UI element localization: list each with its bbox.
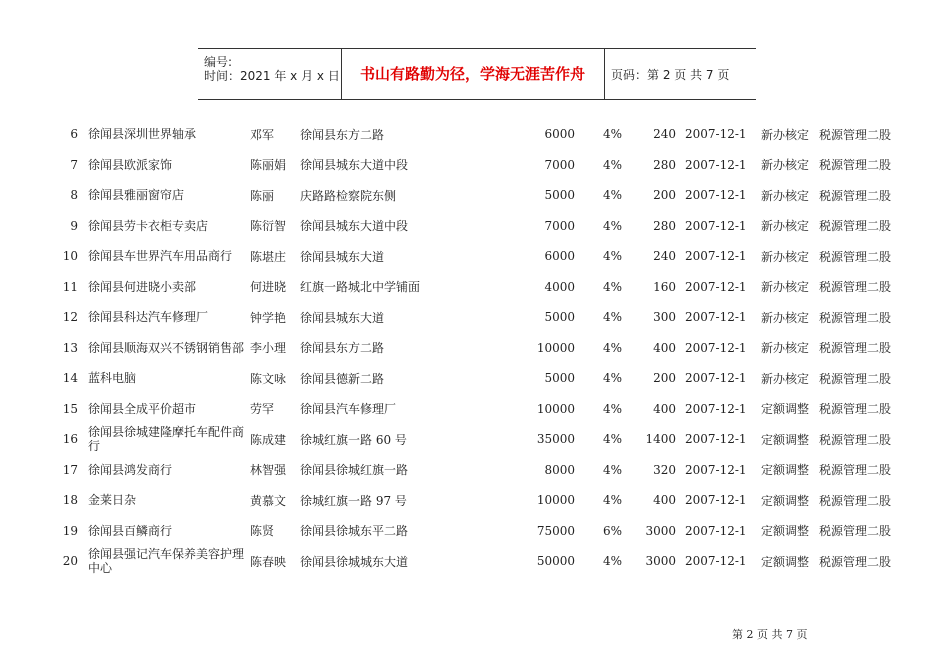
- assessment-type: 定额调整: [761, 524, 810, 538]
- effective-date: 2007-12-1: [685, 462, 747, 477]
- tax-amount: 200: [653, 188, 676, 202]
- assessment-type: 新办核定: [761, 158, 810, 172]
- department: 税源管理二股: [819, 554, 892, 569]
- department: 税源管理二股: [819, 341, 892, 355]
- business-name: 徐闻县百鳞商行: [88, 523, 173, 538]
- department: 税源管理二股: [819, 127, 892, 142]
- tax-rate: 4%: [602, 188, 622, 202]
- tax-amount: 400: [653, 340, 676, 355]
- page-header: [198, 48, 756, 100]
- department: 税源管理二股: [819, 493, 892, 508]
- sales-amount: 75000: [536, 523, 575, 538]
- business-address: 徐闻县城东大道: [300, 310, 385, 325]
- assessment-type: 新办核定: [761, 280, 810, 294]
- effective-date: 2007-12-1: [685, 493, 747, 507]
- table-row: [0, 424, 950, 454]
- tax-rate: 4%: [602, 371, 622, 385]
- tax-amount: 3000: [645, 554, 676, 568]
- effective-date: 2007-12-1: [685, 157, 747, 172]
- owner-name: 劳罕: [250, 402, 275, 416]
- table-row: [0, 272, 950, 302]
- tax-rate: 4%: [602, 340, 622, 355]
- page-footer: 第 2 页 共 7 页: [732, 628, 808, 641]
- tax-amount: 1400: [645, 432, 676, 446]
- tax-rate: 4%: [602, 279, 622, 294]
- tax-amount: 400: [653, 401, 676, 416]
- sales-amount: 8000: [544, 462, 575, 477]
- business-name: 徐闻县深圳世界轴承: [88, 127, 197, 141]
- sales-amount: 35000: [536, 432, 575, 446]
- row-number: 12: [62, 310, 78, 324]
- business-address: 徐闻县城东大道中段: [300, 158, 409, 172]
- effective-date: 2007-12-1: [685, 279, 747, 294]
- table-row: [0, 394, 950, 424]
- business-address: 徐城红旗一路 97 号: [300, 493, 407, 508]
- business-name: 金莱日杂: [88, 493, 137, 507]
- owner-name: 陈丽: [250, 188, 275, 203]
- department: 税源管理二股: [819, 310, 892, 325]
- assessment-type: 定额调整: [761, 493, 810, 508]
- owner-name: 钟学艳: [250, 310, 287, 325]
- tax-rate: 4%: [602, 249, 622, 263]
- tax-amount: 240: [653, 249, 676, 263]
- effective-date: 2007-12-1: [685, 249, 747, 263]
- tax-amount: 240: [653, 127, 676, 141]
- owner-name: 陈成建: [250, 432, 287, 447]
- business-name: 徐闻县欧派家饰: [88, 157, 173, 172]
- table-row: [0, 211, 950, 241]
- assessment-type: 定额调整: [761, 463, 810, 477]
- tax-rate: 4%: [602, 310, 622, 324]
- business-name: 徐闻县劳卡衣柜专卖店: [88, 218, 209, 233]
- assessment-type: 新办核定: [761, 341, 810, 355]
- tax-rate: 4%: [602, 554, 622, 568]
- business-address: 徐闻县徐城东平二路: [300, 524, 409, 538]
- effective-date: 2007-12-1: [685, 554, 747, 568]
- sales-amount: 10000: [536, 493, 575, 507]
- assessment-type: 定额调整: [761, 402, 810, 416]
- effective-date: 2007-12-1: [685, 218, 747, 233]
- row-number: 9: [70, 218, 78, 233]
- owner-name: 陈文咏: [250, 371, 287, 386]
- table-row: [0, 180, 950, 210]
- business-name: 徐闻县雅丽窗帘店: [88, 188, 185, 202]
- sales-amount: 10000: [536, 401, 575, 416]
- table-row: [0, 363, 950, 393]
- row-number: 8: [70, 188, 78, 202]
- business-address: 徐闻县城东大道: [300, 249, 385, 264]
- department: 税源管理二股: [819, 280, 892, 294]
- sales-amount: 5000: [544, 188, 575, 202]
- owner-name: 邓军: [250, 127, 275, 142]
- sales-amount: 50000: [536, 554, 575, 568]
- effective-date: 2007-12-1: [685, 401, 747, 416]
- sales-amount: 6000: [544, 127, 575, 141]
- business-name: 徐闻县何进晓小卖部: [88, 279, 197, 294]
- sales-amount: 6000: [544, 249, 575, 263]
- sales-amount: 4000: [544, 279, 575, 294]
- tax-rate: 4%: [602, 493, 622, 507]
- business-name: 徐闻县徐城建隆摩托车配件商行: [88, 425, 245, 453]
- owner-name: 何进晓: [250, 280, 287, 294]
- tax-amount: 320: [653, 462, 676, 477]
- effective-date: 2007-12-1: [685, 340, 747, 355]
- business-name: 徐闻县顺海双兴不锈钢销售部: [88, 340, 245, 355]
- business-name: 徐闻县车世界汽车用品商行: [88, 249, 233, 263]
- tax-amount: 280: [653, 218, 676, 233]
- sales-amount: 7000: [544, 157, 575, 172]
- owner-name: 李小理: [250, 341, 287, 355]
- owner-name: 陈堪庄: [250, 249, 287, 264]
- business-address: 庆路路检察院东侧: [300, 188, 397, 203]
- assessment-type: 新办核定: [761, 371, 810, 386]
- row-number: 11: [62, 279, 78, 294]
- table-row: [0, 333, 950, 363]
- assessment-type: 新办核定: [761, 249, 810, 264]
- business-address: 徐闻县城东大道中段: [300, 219, 409, 233]
- row-number: 13: [62, 340, 78, 355]
- department: 税源管理二股: [819, 463, 892, 477]
- effective-date: 2007-12-1: [685, 310, 747, 324]
- business-address: 徐城红旗一路 60 号: [300, 432, 407, 447]
- tax-rate: 4%: [602, 462, 622, 477]
- business-address: 徐闻县东方二路: [300, 127, 385, 142]
- tax-rate: 4%: [602, 157, 622, 172]
- row-number: 17: [62, 462, 78, 477]
- owner-name: 黄慕文: [250, 493, 287, 508]
- department: 税源管理二股: [819, 402, 892, 416]
- tax-rate: 4%: [602, 432, 622, 446]
- row-number: 18: [62, 493, 78, 507]
- row-number: 19: [62, 523, 78, 538]
- assessment-type: 新办核定: [761, 310, 810, 325]
- effective-date: 2007-12-1: [685, 188, 747, 202]
- effective-date: 2007-12-1: [685, 432, 747, 446]
- department: 税源管理二股: [819, 524, 892, 538]
- table-row: [0, 485, 950, 515]
- department: 税源管理二股: [819, 249, 892, 264]
- table-row: [0, 455, 950, 485]
- owner-name: 陈衍智: [250, 219, 287, 233]
- owner-name: 陈贤: [250, 524, 275, 538]
- assessment-type: 定额调整: [761, 432, 810, 447]
- business-name: 徐闻县科达汽车修理厂: [88, 310, 209, 324]
- tax-amount: 3000: [645, 523, 676, 538]
- business-address: 徐闻县东方二路: [300, 341, 385, 355]
- business-address: 徐闻县汽车修理厂: [300, 402, 397, 416]
- header-meta: [198, 49, 342, 99]
- row-number: 14: [62, 371, 78, 385]
- tax-amount: 400: [653, 493, 676, 507]
- assessment-type: 新办核定: [761, 127, 810, 142]
- row-number: 7: [70, 157, 78, 172]
- business-name: 徐闻县强记汽车保养美容护理中心: [88, 547, 245, 575]
- department: 税源管理二股: [819, 158, 892, 172]
- row-number: 20: [62, 554, 78, 568]
- department: 税源管理二股: [819, 219, 892, 233]
- tax-amount: 200: [653, 371, 676, 385]
- tax-rate: 4%: [602, 401, 622, 416]
- assessment-type: 定额调整: [761, 554, 810, 569]
- effective-date: 2007-12-1: [685, 523, 747, 538]
- row-number: 6: [70, 127, 78, 141]
- assessment-type: 新办核定: [761, 188, 810, 203]
- row-number: 10: [62, 249, 78, 263]
- business-address: 徐闻县徐城城东大道: [300, 554, 409, 569]
- date-label: 时间：2021 年 x 月 x 日: [204, 69, 340, 83]
- business-address: 徐闻县徐城红旗一路: [300, 463, 409, 477]
- tax-rate: 4%: [602, 127, 622, 141]
- owner-name: 林智强: [250, 463, 287, 477]
- header-page-cell: [605, 49, 756, 99]
- effective-date: 2007-12-1: [685, 127, 747, 141]
- tax-amount: 280: [653, 157, 676, 172]
- business-name: 蓝科电脑: [88, 371, 137, 385]
- table-row: [0, 119, 950, 149]
- sales-amount: 5000: [544, 371, 575, 385]
- sales-amount: 7000: [544, 218, 575, 233]
- table-row: [0, 546, 950, 576]
- tax-rate: 4%: [602, 218, 622, 233]
- table-row: [0, 516, 950, 546]
- business-name: 徐闻县鸿发商行: [88, 462, 173, 477]
- department: 税源管理二股: [819, 432, 892, 447]
- row-number: 16: [62, 432, 78, 446]
- table-row: [0, 302, 950, 332]
- page-code: 页码：第 2 页 共 7 页: [611, 68, 730, 82]
- department: 税源管理二股: [819, 371, 892, 386]
- motto: 书山有路勤为径，学海无涯苦作舟: [359, 65, 585, 83]
- row-number: 15: [62, 401, 78, 416]
- department: 税源管理二股: [819, 188, 892, 203]
- effective-date: 2007-12-1: [685, 371, 747, 385]
- table-row: [0, 241, 950, 271]
- business-address: 徐闻县德新二路: [300, 371, 385, 386]
- header-motto-cell: [341, 49, 605, 99]
- table-row: [0, 150, 950, 180]
- business-name: 徐闻县全成平价超市: [88, 401, 197, 416]
- tax-rate: 6%: [602, 523, 622, 538]
- assessment-type: 新办核定: [761, 219, 810, 233]
- tax-amount: 160: [653, 279, 676, 294]
- sales-amount: 5000: [544, 310, 575, 324]
- business-address: 红旗一路城北中学铺面: [300, 280, 421, 294]
- sales-amount: 10000: [536, 340, 575, 355]
- owner-name: 陈丽娟: [250, 158, 287, 172]
- serial-label: 编号:: [204, 55, 233, 69]
- owner-name: 陈春映: [250, 554, 287, 569]
- tax-amount: 300: [653, 310, 676, 324]
